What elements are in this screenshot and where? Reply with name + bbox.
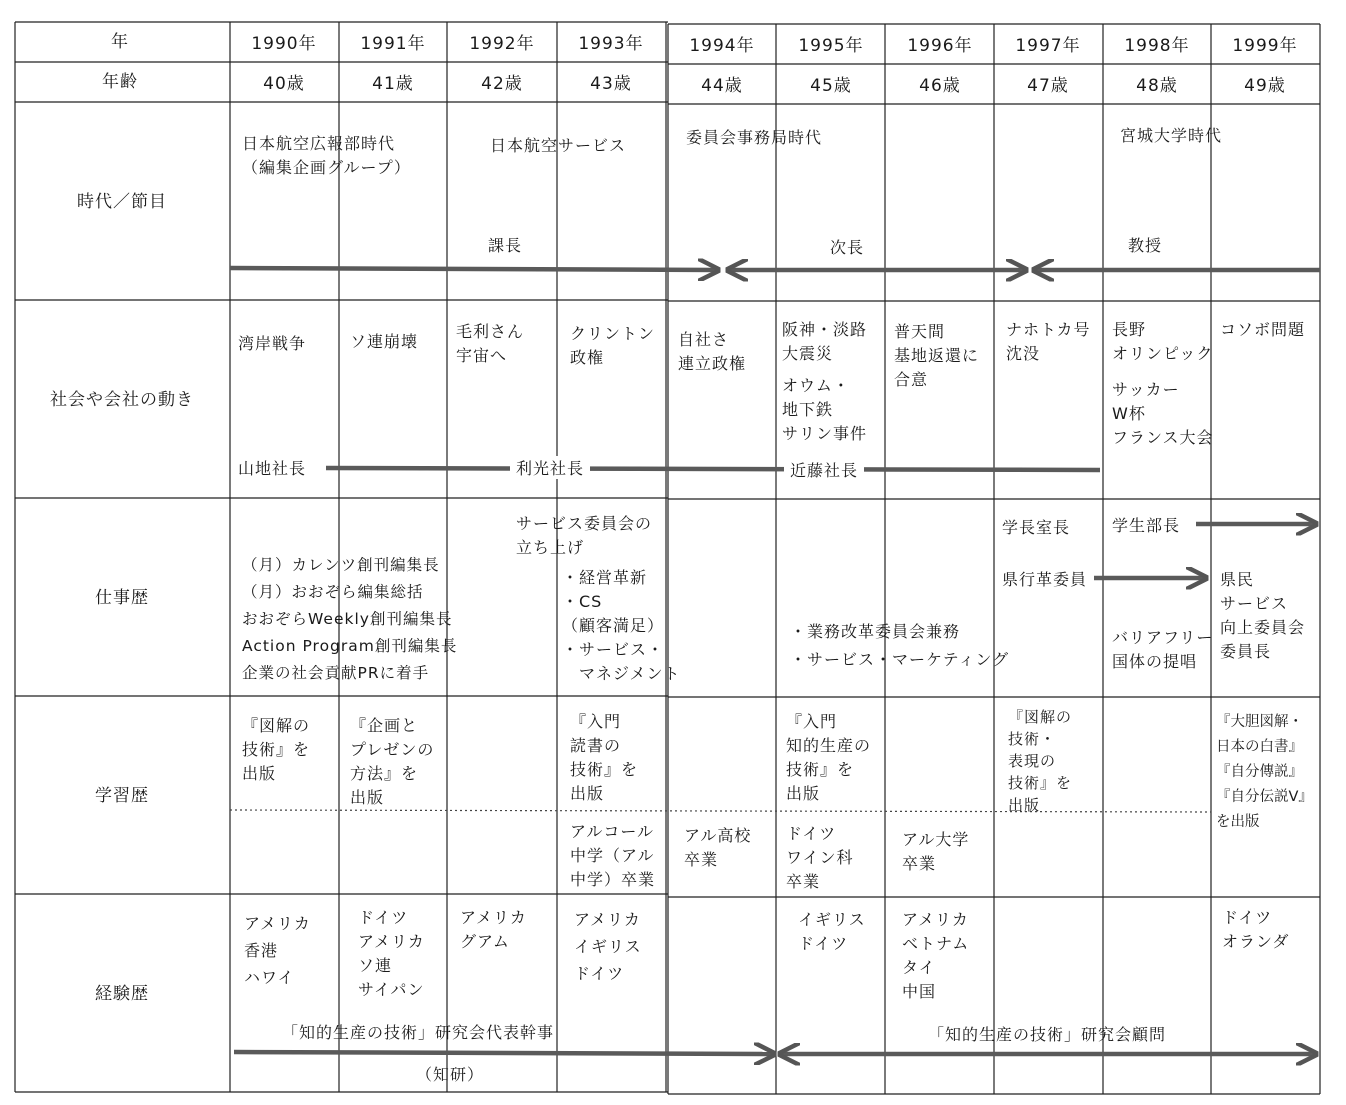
travel-1999: ドイツ オランダ [1222,908,1290,951]
society-1995-sarin: オウム・ 地下鉄 サリン事件 [782,376,868,443]
study-1995-wine: ドイツ ワイン科 卒業 [786,824,854,891]
year-header-label: 年 [111,32,129,52]
year-1996: 1996年 [907,36,973,56]
age-1995: 45歳 [810,76,852,96]
work-1998-student-dean: 学生部長 [1112,516,1181,535]
work-1997-president-office: 学長室長 [1002,518,1071,537]
study-1995-book: 『入門 知的生産の 技術』を 出版 [786,712,872,803]
year-1990: 1990年 [251,34,317,54]
row-label-work: 仕事歴 [95,588,149,608]
work-1998-barrier-free: バリアフリー 国体の提唱 [1112,628,1214,671]
era-kyoju: 教授 [1128,236,1163,255]
age-1996: 46歳 [919,76,961,96]
study-1993-book: 『入門 読書の 技術』を 出版 [570,712,639,803]
year-1991: 1991年 [360,34,426,54]
age-1991: 41歳 [372,74,414,94]
president-toshimitsu: 利光社長 [510,456,590,479]
work-1997-prefecture: 県行革委員 [1002,570,1088,589]
travel-1990: アメリカ 香港 ハワイ [244,914,311,987]
year-1999: 1999年 [1232,36,1298,56]
travel-1992: アメリカ グアム [460,908,527,951]
age-1990: 40歳 [263,74,305,94]
era-jicho: 次長 [830,238,865,257]
age-header-label: 年齢 [102,72,138,92]
year-1993: 1993年 [578,34,644,54]
age-1994: 44歳 [701,76,743,96]
study-1999: 『大胆図解・ 日本の白書』 『自分傳説』 『自分伝説V』 を出版 [1216,714,1313,830]
row-label-travel: 経験歴 [95,984,149,1004]
society-1992: 毛利さん 宇宙へ [456,322,525,365]
age-1998: 48歳 [1136,76,1178,96]
row-label-study: 学習歴 [95,786,149,806]
society-1998-worldcup: サッカー W杯 フランス大会 [1112,380,1214,447]
travel-1996: アメリカ ベトナム タイ 中国 [902,910,970,1001]
study-1996: アル大学 卒業 [902,830,970,873]
society-1996: 普天間 基地返還に 合意 [894,322,980,389]
row-label-era: 時代／節目 [77,192,167,212]
study-1990: 『図解の 技術』を 出版 [242,716,311,783]
society-1999: コソボ問題 [1220,320,1306,339]
study-1997: 『図解の 技術・ 表現の 技術』を 出版 [1008,708,1073,814]
work-1995: ・業務改革委員会兼務 ・サービス・マーケティング [790,622,1010,669]
era-jal-pr: 日本航空広報部時代 （編集企画グループ） [242,134,411,177]
society-1990: 湾岸戦争 [238,334,307,353]
era-jal-service: 日本航空サービス [490,136,627,155]
kenkyukai-advisor: 「知的生産の技術」研究会顧問 [928,1025,1167,1044]
kenkyukai-representative: 「知的生産の技術」研究会代表幹事 [282,1023,555,1042]
president-yamaji: 山地社長 [238,459,307,478]
society-1991: ソ連崩壊 [350,332,419,351]
travel-1993: アメリカ イギリス ドイツ [574,910,642,983]
society-1994: 自社さ 連立政権 [678,330,747,373]
year-1997: 1997年 [1015,36,1081,56]
travel-1991: ドイツ アメリカ ソ連 サイパン [358,908,425,999]
work-1999: 県民 サービス 向上委員会 委員長 [1220,570,1306,661]
work-1993-service-committee: サービス委員会の 立ち上げ [516,514,653,557]
society-1995-quake: 阪神・淡路 大震災 [782,320,868,363]
work-1990: （月）カレンツ創刊編集長 （月）おおぞら編集総括 おおぞらWeekly創刊編集長 Action Program創刊編集長 企業の社会貢献PRに着手 [242,556,458,682]
year-1992: 1992年 [469,34,535,54]
society-1997: ナホトカ号 沈没 [1006,320,1091,363]
age-1997: 47歳 [1027,76,1069,96]
travel-1995: イギリス ドイツ [798,910,866,953]
year-1995: 1995年 [798,36,864,56]
row-label-society: 社会や会社の動き [50,390,194,410]
president-kondo: 近藤社長 [784,458,864,481]
era-committee: 委員会事務局時代 [686,128,823,147]
society-1993: クリントン 政権 [570,324,656,367]
kenkyukai-abbrev: （知研） [416,1065,485,1084]
age-1999: 49歳 [1244,76,1286,96]
year-1998: 1998年 [1124,36,1190,56]
age-1992: 42歳 [481,74,523,94]
era-kacho: 課長 [488,236,523,255]
work-1993-topics: ・経営革新 ・CS （顧客満足） ・サービス・ マネジメント [562,568,681,683]
study-1991: 『企画と プレゼンの 方法』を 出版 [350,716,435,807]
year-1994: 1994年 [689,36,755,56]
society-1998-olympics: 長野 オリンピック [1112,320,1214,363]
age-1993: 43歳 [590,74,632,94]
study-1993-alcohol: アルコール 中学（アル 中学）卒業 [570,822,656,889]
era-miyagi: 宮城大学時代 [1120,126,1223,145]
study-1994: アル高校 卒業 [684,826,752,869]
